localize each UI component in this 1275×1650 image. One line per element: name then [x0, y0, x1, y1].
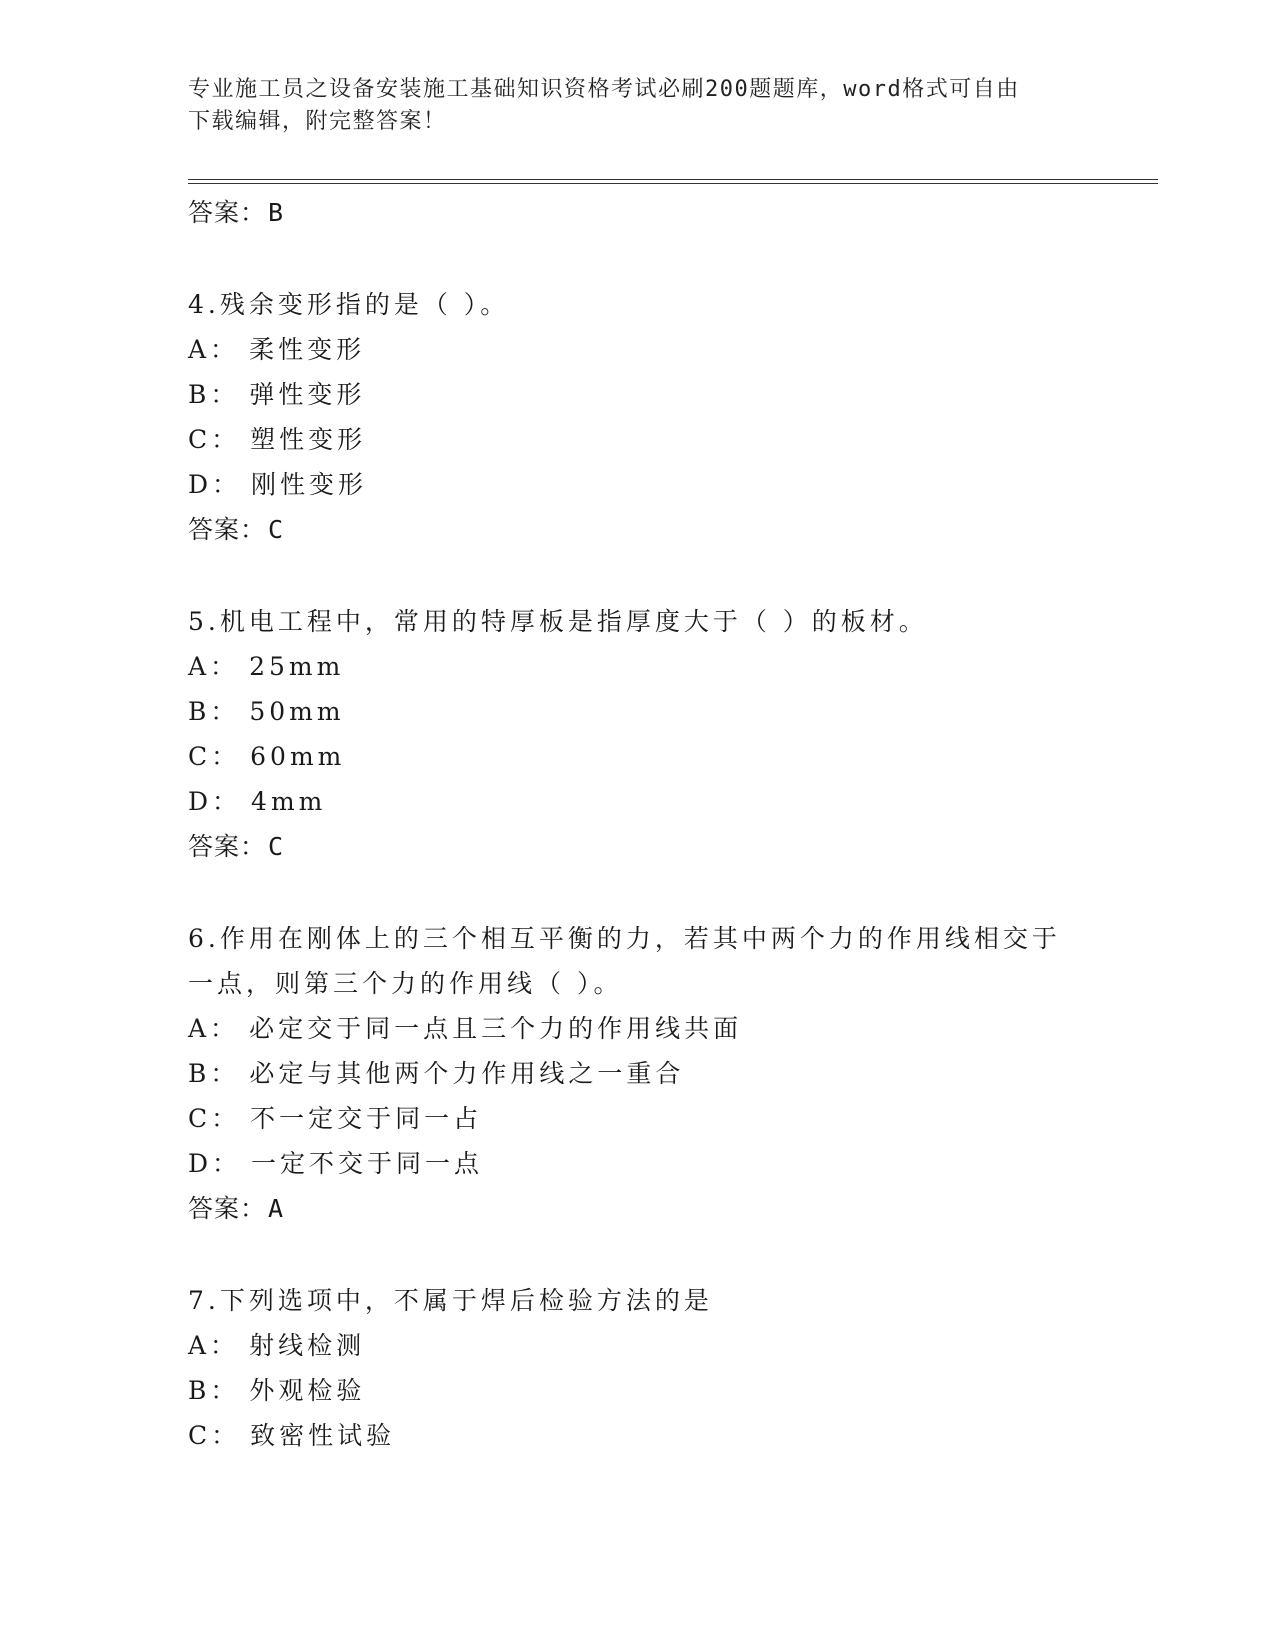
option-key: A： — [188, 1014, 240, 1043]
question-block — [188, 1278, 1148, 1458]
option-key: D： — [188, 787, 242, 816]
spacer — [188, 1231, 1148, 1278]
header-divider-top — [188, 179, 1158, 180]
spacer — [188, 235, 1148, 282]
option-item — [188, 1096, 1148, 1141]
answer-label: 答案： — [188, 515, 267, 544]
option-text: 不一定交于同一占 — [250, 1104, 483, 1133]
option-text: 刚性变形 — [251, 470, 368, 499]
question-block — [188, 282, 1148, 599]
question-list — [188, 190, 1148, 1458]
option-text: 25mm — [249, 652, 345, 681]
header-line-2: 下载编辑，附完整答案！ — [188, 109, 447, 134]
option-item — [188, 327, 1148, 372]
answer-line — [188, 507, 1148, 552]
option-key: A： — [188, 652, 240, 681]
header-divider-bottom — [188, 183, 1158, 184]
option-key: D： — [188, 1149, 242, 1178]
option-item — [188, 417, 1148, 462]
question-text: 一点，则第三个力的作用线（ ）。 — [188, 969, 623, 998]
option-key: B： — [188, 697, 240, 726]
option-key: C： — [188, 1421, 241, 1450]
option-key: B： — [188, 380, 240, 409]
option-text: 4mm — [251, 787, 327, 816]
option-text: 必定与其他两个力作用线之一重合 — [249, 1059, 685, 1088]
option-item — [188, 1141, 1148, 1186]
option-item — [188, 689, 1148, 734]
option-item — [188, 372, 1148, 417]
option-key: B： — [188, 1059, 240, 1088]
answer-label: 答案： — [188, 1194, 267, 1223]
option-key: A： — [188, 335, 240, 364]
question-text: 7.下列选项中，不属于焊后检验方法的是 — [188, 1286, 713, 1315]
option-text: 外观检验 — [249, 1376, 366, 1405]
option-text: 一定不交于同一点 — [251, 1149, 484, 1178]
spacer — [188, 869, 1148, 916]
answer-line — [188, 824, 1148, 869]
question-text: 6.作用在刚体上的三个相互平衡的力，若其中两个力的作用线相交于 — [188, 924, 1061, 953]
option-text: 射线检测 — [249, 1331, 366, 1360]
option-key: B： — [188, 1376, 240, 1405]
option-text: 弹性变形 — [249, 380, 366, 409]
answer-line — [188, 1186, 1148, 1231]
option-key: C： — [188, 425, 241, 454]
document-header — [188, 74, 1068, 138]
option-text: 塑性变形 — [250, 425, 367, 454]
option-text: 60mm — [250, 742, 346, 771]
option-key: D： — [188, 470, 242, 499]
option-text: 柔性变形 — [249, 335, 366, 364]
answer-line — [188, 190, 1148, 235]
answer-label: 答案： — [188, 832, 267, 861]
option-text: 50mm — [249, 697, 345, 726]
answer-value: C — [268, 832, 285, 861]
question-block — [188, 916, 1148, 1278]
header-line-1: 专业施工员之设备安装施工基础知识资格考试必刷200题题库，word格式可自由 — [188, 77, 1020, 102]
option-text: 致密性试验 — [250, 1421, 396, 1450]
option-key: C： — [188, 742, 241, 771]
option-text: 必定交于同一点且三个力的作用线共面 — [249, 1014, 743, 1043]
question-text: 5.机电工程中，常用的特厚板是指厚度大于（ ）的板材。 — [188, 607, 928, 636]
option-item — [188, 1323, 1148, 1368]
option-item — [188, 644, 1148, 689]
answer-value: B — [268, 198, 285, 227]
spacer — [188, 552, 1148, 599]
option-item — [188, 734, 1148, 779]
option-item — [188, 1051, 1148, 1096]
answer-value: C — [268, 515, 285, 544]
question-block — [188, 599, 1148, 916]
answer-value: A — [268, 1194, 285, 1223]
answer-label: 答案： — [188, 198, 267, 227]
option-item — [188, 1006, 1148, 1051]
option-item — [188, 779, 1148, 824]
option-key: C： — [188, 1104, 241, 1133]
option-item — [188, 462, 1148, 507]
question-text: 4.残余变形指的是（ ）。 — [188, 290, 510, 319]
option-item — [188, 1368, 1148, 1413]
option-item — [188, 1413, 1148, 1458]
option-key: A： — [188, 1331, 240, 1360]
